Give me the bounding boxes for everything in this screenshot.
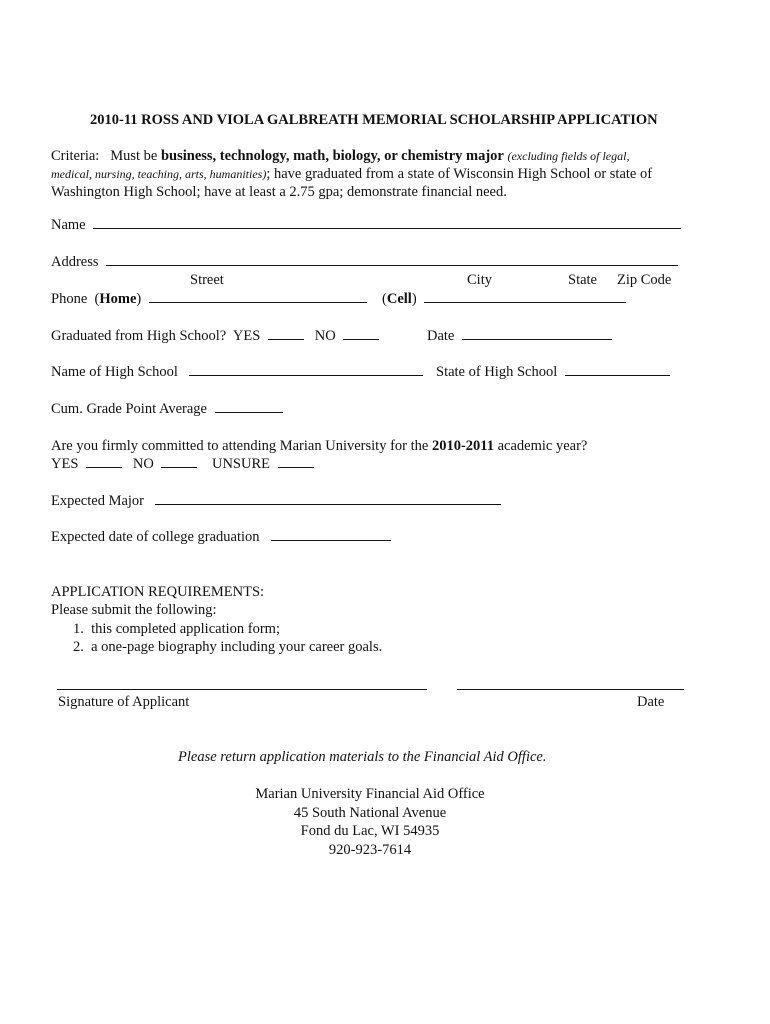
name-field[interactable]: [93, 228, 681, 229]
office-name: Marian University Financial Aid Office: [255, 786, 485, 802]
committed-answers: [51, 456, 314, 473]
criteria-line-1: [51, 148, 629, 165]
office-address: [200, 785, 540, 859]
committed-question: [51, 438, 587, 455]
office-city: Fond du Lac, WI 54935: [300, 823, 440, 839]
state-hs-row: [436, 364, 670, 381]
major-field[interactable]: [155, 504, 501, 505]
committed-question-a: Are you firmly committed to attending Marian University for the: [51, 438, 429, 454]
criteria-excluding-open: (excluding fields of legal,: [507, 149, 630, 163]
gpa-row: [51, 401, 283, 418]
signature-date-label: Date: [637, 694, 665, 710]
graduated-row: [51, 328, 379, 345]
criteria-line-2: [51, 166, 652, 183]
committed-unsure-field[interactable]: [278, 467, 314, 468]
address-zip-caption: Zip Code: [617, 272, 672, 288]
address-label: Address: [51, 254, 99, 270]
home-phone-field[interactable]: [149, 302, 367, 303]
requirement-item-2: 2. a one-page biography including your career goals.: [73, 639, 383, 655]
committed-no-label: NO: [132, 456, 154, 472]
major-row: [51, 493, 501, 510]
requirement-item-2-text: a one-page biography including your career goals.: [91, 639, 383, 655]
gpa-label: Cum. Grade Point Average: [51, 401, 207, 417]
graduation-date-row: [427, 328, 612, 345]
criteria-must-be: Must be: [110, 148, 158, 164]
committed-unsure-label: UNSURE: [211, 456, 270, 472]
requirements-heading: APPLICATION REQUIREMENTS:: [51, 584, 265, 600]
phone-label: Phone: [51, 291, 88, 307]
grad-date-label: Expected date of college graduation: [51, 529, 260, 545]
requirement-item-1-text: this completed application form;: [91, 621, 280, 637]
graduated-no-label: NO: [314, 328, 336, 344]
address-field[interactable]: [106, 265, 678, 266]
high-school-field[interactable]: [189, 375, 423, 376]
address-row: [51, 254, 678, 271]
criteria-line-3: Washington High School; have at least a 2.75 gpa; demonstrate financial need.: [51, 184, 507, 200]
criteria-label: Criteria:: [51, 148, 100, 164]
graduation-date-field[interactable]: [462, 339, 612, 340]
cell-row: (Cell): [382, 291, 626, 308]
name-label: Name: [51, 217, 86, 233]
requirement-item-1: 1. this completed application form;: [73, 621, 280, 637]
address-city-caption: City: [467, 272, 492, 288]
grad-date-field[interactable]: [271, 540, 391, 541]
committed-yes-label: YES: [51, 456, 79, 472]
committed-yes-field[interactable]: [86, 467, 122, 468]
address-state-caption: State: [568, 272, 597, 288]
office-phone: 920-923-7614: [328, 841, 412, 858]
committed-no-field[interactable]: [161, 467, 197, 468]
return-note: Please return application materials to the Financial Aid Office.: [178, 749, 547, 765]
committed-year: 2010-2011: [431, 438, 494, 454]
signature-date-line[interactable]: [457, 689, 684, 690]
phone-row: Phone (Home): [51, 291, 367, 308]
cell-label: Cell: [386, 291, 412, 307]
requirements-intro: Please submit the following:: [51, 602, 217, 618]
gpa-field[interactable]: [215, 412, 283, 413]
criteria-excluding-close: medical, nursing, teaching, arts, humanities): [51, 167, 267, 181]
name-row: [51, 217, 681, 234]
graduated-label: Graduated from High School?: [51, 328, 227, 344]
cell-phone-field[interactable]: [424, 302, 626, 303]
graduated-yes-field[interactable]: [268, 339, 304, 340]
high-school-row: [51, 364, 423, 381]
criteria-graduated: ; have graduated from a state of Wisconsin High School or state of: [266, 166, 653, 182]
committed-question-b: academic year?: [497, 438, 588, 454]
major-label: Expected Major: [51, 493, 145, 509]
graduated-no-field[interactable]: [343, 339, 379, 340]
graduation-date-label: Date: [427, 328, 455, 344]
signature-label: Signature of Applicant: [58, 694, 190, 710]
state-hs-label: State of High School: [436, 364, 558, 380]
state-hs-field[interactable]: [565, 375, 670, 376]
address-street-caption: Street: [190, 272, 224, 288]
criteria-majors: business, technology, math, biology, or chemistry major: [160, 148, 504, 164]
office-street: 45 South National Avenue: [293, 804, 447, 821]
page-title: 2010-11 ROSS AND VIOLA GALBREATH MEMORIAL SCHOLARSHIP APPLICATION: [90, 112, 658, 128]
home-label: Home: [99, 291, 137, 307]
grad-date-row: [51, 529, 391, 546]
graduated-yes-label: YES: [232, 328, 261, 344]
signature-line[interactable]: [57, 689, 427, 690]
high-school-label: Name of High School: [51, 364, 178, 380]
